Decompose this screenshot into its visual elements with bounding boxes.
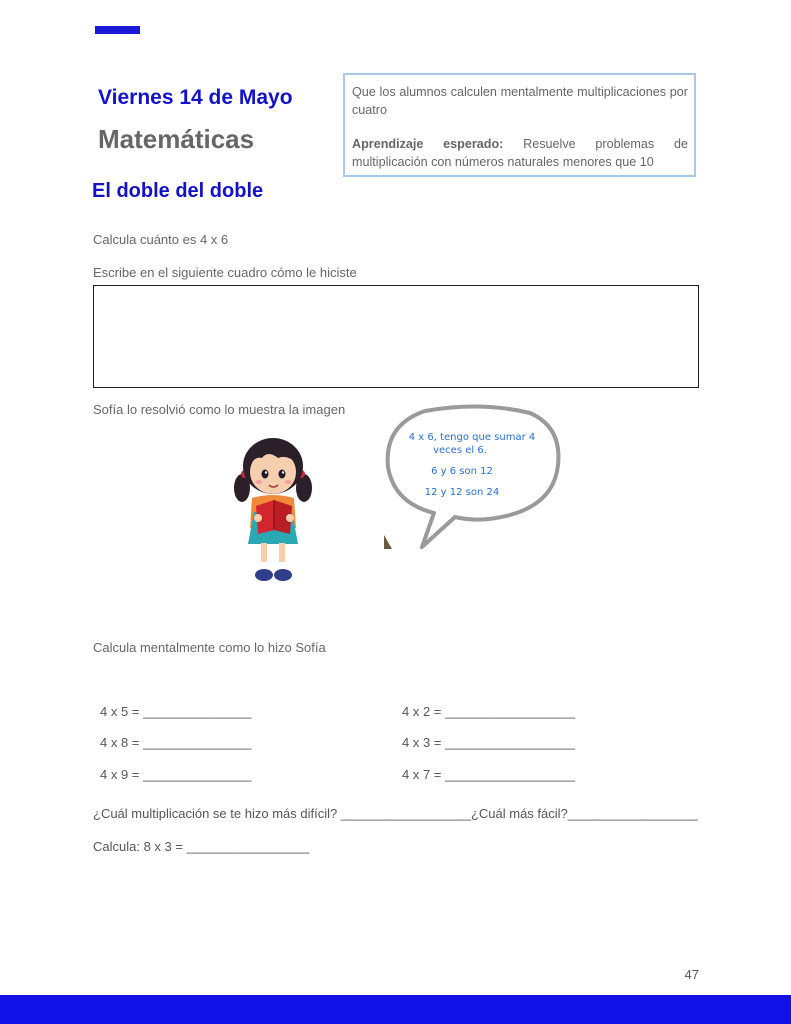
exercise-expr: 4 x 9 =	[100, 767, 143, 782]
exercise-4x8	[100, 735, 251, 750]
exercise-4x2	[402, 704, 575, 719]
bubble-line-3: 6 y 6 son 12	[431, 466, 493, 477]
answer-box[interactable]	[93, 285, 699, 388]
top-accent-bar	[95, 26, 140, 34]
bottom-bar	[0, 995, 791, 1024]
exercise-4x3	[402, 735, 575, 750]
exercise-expr: 4 x 5 =	[100, 704, 143, 719]
answer-blank[interactable]: _______________	[143, 704, 252, 719]
expected-learning-text: Resuelve problemas de multiplicación con números naturales menores que 10	[352, 137, 688, 169]
exercise-4x7	[402, 767, 575, 782]
exercise-expr: 4 x 8 =	[100, 735, 143, 750]
date-title: Viernes 14 de Mayo	[98, 86, 293, 109]
lesson-title: El doble del doble	[92, 180, 264, 202]
answer-blank[interactable]: __________________	[445, 767, 576, 782]
exercise-4x9	[100, 767, 251, 782]
speech-bubble	[380, 403, 565, 553]
expected-learning	[352, 135, 688, 171]
small-shape-decoration	[382, 533, 394, 551]
objective-box	[343, 73, 696, 177]
bubble-line-4: 12 y 12 son 24	[424, 487, 500, 498]
exercise-4x5	[100, 704, 251, 719]
bubble-line-2: veces el 6.	[433, 445, 487, 456]
exercise-expr: 4 x 2 =	[402, 704, 445, 719]
question-hardest-easiest[interactable]: ¿Cuál multiplicación se te hizo más difícil? __________________¿Cuál más fácil?__________________	[93, 806, 698, 821]
girl-reading-illustration	[228, 436, 318, 592]
answer-blank[interactable]: __________________	[445, 704, 576, 719]
bubble-line-1: 4 x 6, tengo que sumar 4	[408, 432, 536, 443]
exercise-expr: 4 x 3 =	[402, 735, 445, 750]
answer-blank[interactable]: _______________	[143, 767, 252, 782]
page-number: 47	[684, 967, 699, 982]
instruction-mental: Calcula mentalmente como lo hizo Sofía	[93, 640, 326, 655]
objective-purpose: Que los alumnos calculen mentalmente multiplicaciones por cuatro	[352, 85, 688, 117]
answer-blank[interactable]: _______________	[143, 735, 252, 750]
question-calculate-8x3[interactable]: Calcula: 8 x 3 = _________________	[93, 839, 310, 854]
expected-learning-label: Aprendizaje esperado:	[352, 137, 504, 151]
exercise-expr: 4 x 7 =	[402, 767, 445, 782]
instruction-explain: Escribe en el siguiente cuadro cómo le hiciste	[93, 265, 357, 280]
subject-title: Matemáticas	[98, 124, 255, 154]
instruction-calculate: Calcula cuánto es 4 x 6	[93, 232, 229, 247]
answer-blank[interactable]: __________________	[445, 735, 576, 750]
instruction-sofia: Sofía lo resolvió como lo muestra la imagen	[93, 402, 346, 417]
